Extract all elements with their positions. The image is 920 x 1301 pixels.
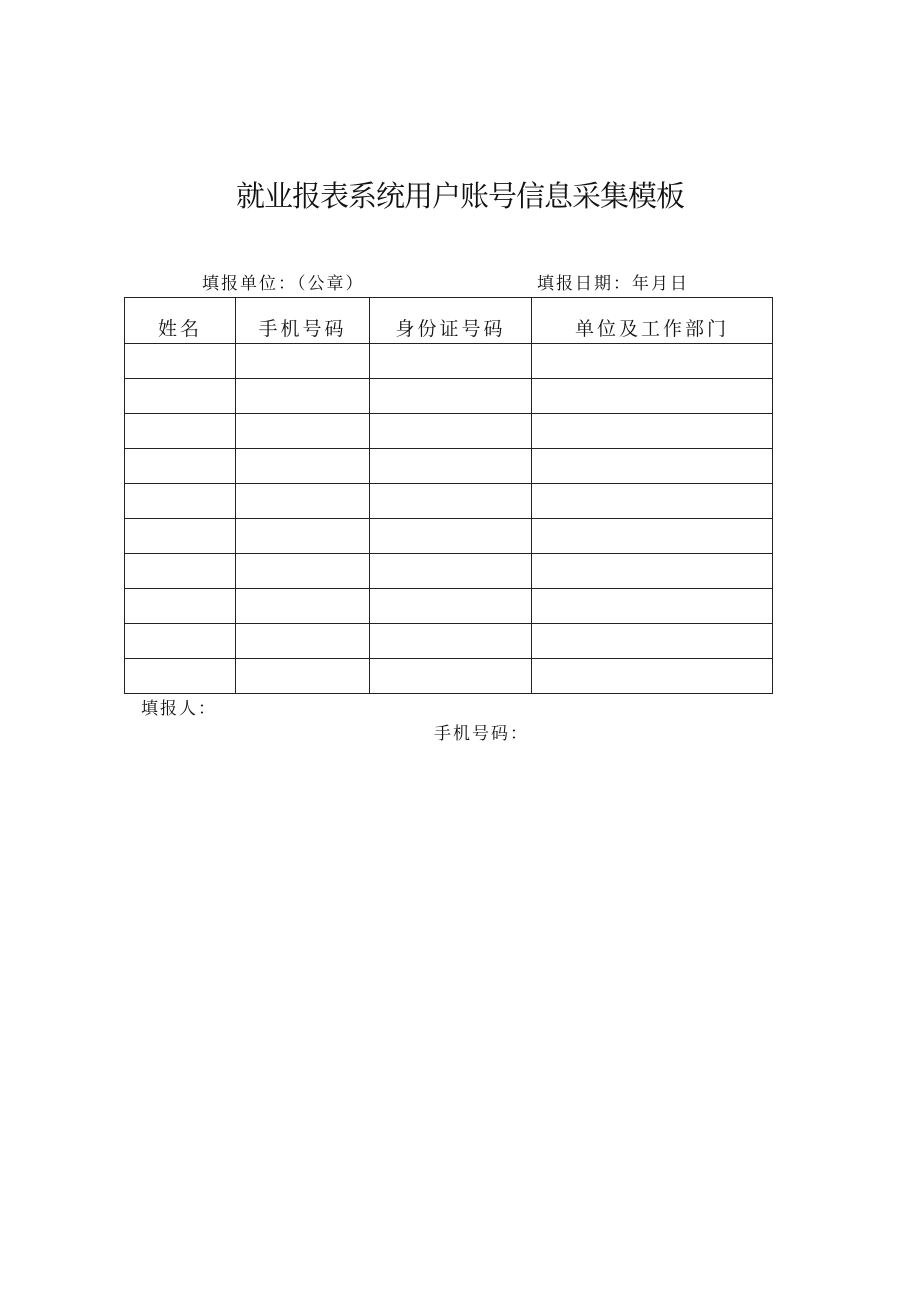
header-phone: 手机号码	[236, 298, 370, 344]
table-cell[interactable]	[125, 379, 236, 414]
table-cell[interactable]	[125, 624, 236, 659]
document-title: 就业报表系统用户账号信息采集模板	[235, 179, 684, 213]
filling-date-label: 填报日期：年月日	[537, 274, 689, 294]
table-cell[interactable]	[532, 414, 773, 449]
table-cell[interactable]	[125, 484, 236, 519]
table-row	[125, 624, 773, 659]
filler-label: 填报人：	[141, 699, 217, 719]
table-cell[interactable]	[236, 589, 370, 624]
table-cell[interactable]	[532, 379, 773, 414]
table-cell[interactable]	[370, 484, 532, 519]
table-cell[interactable]	[532, 344, 773, 379]
table-cell[interactable]	[236, 659, 370, 694]
table-header-row	[125, 298, 773, 344]
table-cell[interactable]	[370, 659, 532, 694]
table-cell[interactable]	[370, 589, 532, 624]
table-cell[interactable]	[125, 344, 236, 379]
table-cell[interactable]	[236, 519, 370, 554]
table-cell[interactable]	[532, 554, 773, 589]
table-cell[interactable]	[370, 449, 532, 484]
filling-unit-label: 填报单位：（公章）	[202, 274, 365, 294]
table-cell[interactable]	[370, 554, 532, 589]
table-row	[125, 519, 773, 554]
table-cell[interactable]	[532, 484, 773, 519]
table-cell[interactable]	[236, 379, 370, 414]
table-cell[interactable]	[236, 554, 370, 589]
header-name: 姓名	[125, 298, 236, 344]
table-body	[125, 344, 773, 694]
table-row	[125, 344, 773, 379]
header-id-number: 身份证号码	[370, 298, 532, 344]
table-cell[interactable]	[236, 624, 370, 659]
table-row	[125, 589, 773, 624]
table-cell[interactable]	[532, 659, 773, 694]
table-cell[interactable]	[125, 659, 236, 694]
table-cell[interactable]	[125, 449, 236, 484]
table-cell[interactable]	[125, 519, 236, 554]
table-row	[125, 414, 773, 449]
table-cell[interactable]	[236, 484, 370, 519]
table-row	[125, 449, 773, 484]
table-row	[125, 659, 773, 694]
table-cell[interactable]	[370, 379, 532, 414]
table-row	[125, 554, 773, 589]
filler-phone-label: 手机号码：	[434, 724, 529, 744]
table-cell[interactable]	[236, 344, 370, 379]
table-cell[interactable]	[532, 519, 773, 554]
table-cell[interactable]	[532, 624, 773, 659]
table-cell[interactable]	[370, 519, 532, 554]
table-cell[interactable]	[236, 449, 370, 484]
header-unit-department: 单位及工作部门	[532, 298, 773, 344]
table-cell[interactable]	[370, 414, 532, 449]
table-cell[interactable]	[532, 449, 773, 484]
table-row	[125, 484, 773, 519]
table-row	[125, 379, 773, 414]
table-cell[interactable]	[125, 554, 236, 589]
table-cell[interactable]	[125, 589, 236, 624]
table-cell[interactable]	[370, 344, 532, 379]
table-cell[interactable]	[532, 589, 773, 624]
table-cell[interactable]	[125, 414, 236, 449]
table-cell[interactable]	[370, 624, 532, 659]
table-cell[interactable]	[236, 414, 370, 449]
info-collection-table	[124, 297, 773, 694]
